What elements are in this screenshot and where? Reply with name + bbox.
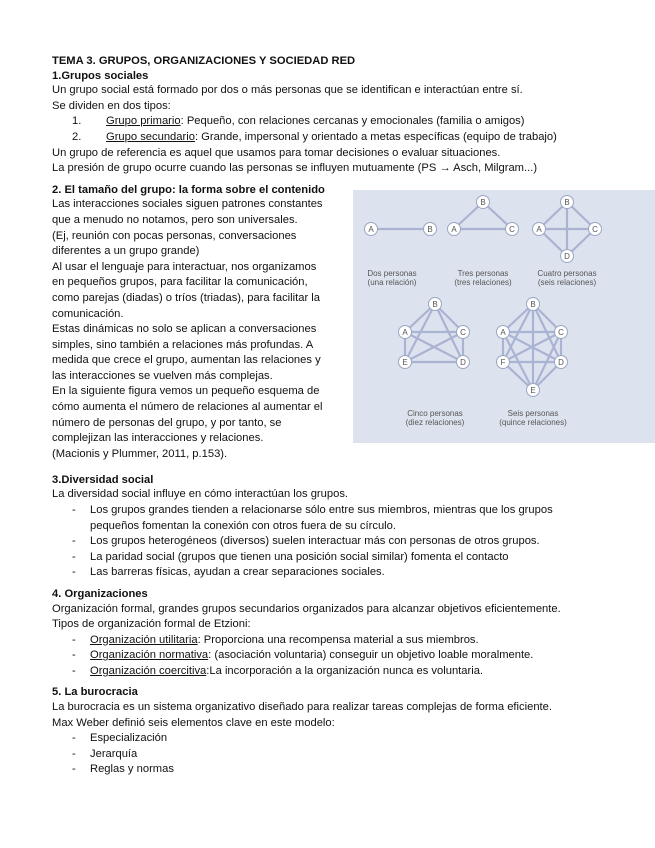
text-line: medida que crece el grupo, aumentan las relaciones y [52,354,321,367]
list-item: - La paridad social (grupos que tienen una posición social similar) fomenta el contacto [72,550,509,563]
paragraph: Un grupo de referencia es aquel que usamos para tomar decisiones o evaluar situaciones. [52,146,501,159]
list-item [52,130,612,146]
paragraph: Tipos de organización formal de Etzioni: [52,618,251,631]
dash-list [52,503,612,581]
list-item: - Organización normativa: (asociación voluntaria) conseguir un objetivo loable moralmente. [72,649,534,662]
term: Grupo primario [106,115,181,128]
figure-caption: (tres relaciones) [454,277,512,287]
text-line: como parejas (diadas) o tríos (triadas), para facilitar la [52,291,320,304]
paragraph: Un grupo social está formado por dos o más personas que se identifican e interactúan entre sí. [52,84,523,97]
dash-list [52,633,612,680]
text-line: Al usar el lenguaje para interactuar, nos organizamos [52,260,317,273]
figure-caption: Dos personas [367,268,417,278]
list-item-continuation [52,519,612,535]
figure-caption: Cinco personas [407,408,463,418]
person-node-label: B [432,299,438,309]
dash-list [52,731,612,778]
paragraph: La presión de grupo ocurre cuando las personas se influyen mutuamente (PS → Asch, Milgram...) [52,162,538,175]
person-node-label: D [558,357,564,367]
text-line: que a menudo no notamos, pero son universales. [52,213,298,226]
person-node-label: E [402,357,408,367]
person-node-label: E [530,385,536,395]
group-relations-figure [353,190,655,443]
list-item [52,114,612,130]
person-node-label: B [480,197,486,207]
figure-caption: Cuatro personas [537,268,597,278]
definition: : (asociación voluntaria) conseguir un objetivo loable moralmente. [208,649,534,662]
section-1-heading: 1.Grupos sociales [52,69,149,82]
list-text: Reglas y normas [90,763,174,776]
person-node-label: A [500,327,506,337]
person-node-label: A [451,224,457,234]
person-node-label: A [536,224,542,234]
text-line: comunicación. [52,307,124,320]
term: Grupo secundario [106,130,195,143]
text-line: simples, sino también a relaciones más profundas. A [52,338,314,351]
text-line: las interacciones se vuelven más complejas. [52,369,273,382]
definition: :La incorporación a la organización nunca es voluntaria. [206,664,484,677]
figure-caption: (quince relaciones) [499,417,567,427]
document-title: TEMA 3. GRUPOS, ORGANIZACIONES Y SOCIEDAD RED [52,55,356,67]
list-text: Las barreras físicas, ayudan a crear separaciones sociales. [90,566,385,579]
term: Organización coercitiva [90,664,207,677]
text-line: en pequeños grupos, para facilitar la comunicación, [52,276,308,289]
person-node-label: D [460,357,466,367]
list-text: Jerarquía [90,747,138,760]
figure-caption: (una relación) [367,277,417,287]
person-node-label: A [368,224,374,234]
list-item: - Los grupos grandes tienden a relacionarse sólo entre sus miembros, mientras que los grupos [72,503,553,516]
figure-caption: Tres personas [457,268,509,278]
section-4-heading: 4. Organizaciones [52,587,148,600]
text-line: (Ej, reunión con pocas personas, conversaciones [52,229,297,242]
list-text: Los grupos heterogéneos (diversos) suelen interactuar más con personas de otros grupos. [90,535,540,548]
list-item: - Organización coercitiva:La incorporación a la organización nunca es voluntaria. [72,664,484,677]
text-line: En la siguiente figura vemos un pequeño esquema de [52,385,320,398]
person-node-label: C [509,224,515,234]
paragraph: Se dividen en dos tipos: [52,99,171,112]
person-node-label: C [460,327,466,337]
paragraph: La burocracia es un sistema organizativo diseñado para realizar tareas complejas de forma eficiente. [52,701,552,714]
person-node-label: B [530,299,536,309]
definition: : Pequeño, con relaciones cercanas y emocionales (familia o amigos) [180,115,525,128]
text-line: diferentes a un grupo grande) [52,245,200,258]
person-node-label: C [592,224,598,234]
paragraph: Max Weber definió seis elementos clave en este modelo: [52,716,335,729]
section-3-heading: 3.Diversidad social [52,473,154,486]
figure-caption: (seis relaciones) [537,277,597,287]
text-line: Estas dinámicas no solo se aplican a conversaciones [52,323,317,336]
list-text: Los grupos grandes tienden a relacionarse sólo entre sus miembros, mientras que los grupos [90,503,553,516]
document-page [52,54,612,778]
paragraph: Organización formal, grandes grupos secundarios organizados para alcanzar objetivos eficientemente. [52,602,561,615]
list-text: pequeños fomentan la conexión con otros fuera de su círculo. [90,519,396,532]
person-node-label: A [402,327,408,337]
list-item: - Organización utilitaria: Proporciona una recompensa material a sus miembros. [72,633,479,646]
section-2-heading: 2. El tamaño del grupo: la forma sobre el contenido [52,183,325,196]
paragraph: La diversidad social influye en cómo interactúan los grupos. [52,488,349,501]
definition: : Grande, impersonal y orientado a metas específicas (equipo de trabajo) [194,130,557,143]
person-node-label: B [427,224,433,234]
text-line: número de personas del grupo, y por tanto, se [52,416,282,429]
text-line: Las interacciones sociales siguen patrones constantes [52,198,323,211]
text-line: (Macionis y Plummer, 2011, p.153). [52,447,228,460]
list-item: - Las barreras físicas, ayudan a crear separaciones sociales. [72,566,385,579]
term: Organización utilitaria [90,633,198,646]
list-number: 1. [72,115,82,128]
list-item: - Los grupos heterogéneos (diversos) suelen interactuar más con personas de otros grupos. [72,535,540,548]
figure-caption: (diez relaciones) [405,417,465,427]
person-node-label: B [564,197,570,207]
figure-caption: Seis personas [507,408,559,418]
group-relations-diagram [353,190,655,443]
definition: : Proporciona una recompensa material a sus miembros. [197,633,479,646]
list-text: La paridad social (grupos que tienen una posición social similar) fomenta el contacto [90,550,509,563]
text-line: complejizan las interacciones y relaciones. [52,432,264,445]
section-5-heading: 5. La burocracia [52,686,138,699]
section-2 [52,183,612,473]
list-number: 2. [72,130,82,143]
term: Organización normativa [90,649,209,662]
text-line: cómo aumenta el número de relaciones al aumentar el [52,401,323,414]
list-item: - Especialización [72,732,168,745]
list-item: - Jerarquía [72,747,138,760]
person-node-label: D [564,251,570,261]
person-node-label: C [558,327,564,337]
list-item: - Reglas y normas [72,763,174,776]
list-text: Especialización [90,732,168,745]
person-node-label: F [500,357,506,367]
numbered-list [52,114,612,145]
